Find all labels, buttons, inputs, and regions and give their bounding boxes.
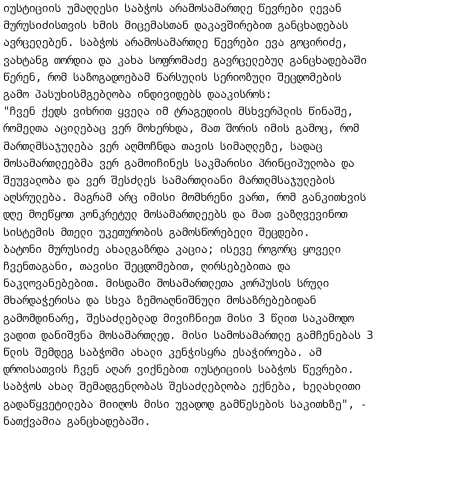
quote-line: მოსამართლეებმა ვერ გამოიჩინეს საკმარისი პრინციპულობა და — [3, 155, 355, 170]
closing-line: ნათქვამია განცხადებაში. — [3, 413, 151, 428]
quote-line: აღსრულება. მაგრამ არც იმისი მომხრენი ვართ, რომ განკითხვის — [3, 190, 367, 205]
quote-line: მხარდაჭერისა და სხვა ზემოაღნიშნული მოსაზრებებიდან — [3, 293, 317, 308]
text-line: წერენ, რომ საზოგადოებამ წარსულის სერიოზული შეცდომების — [3, 69, 342, 84]
quote-line: ბატონი მურუსიძე ახალგაზრდა კაცია; ისევე როგორც ყოველი — [3, 241, 341, 256]
quote-line: ნაკლოვანებებით. მისდამი მოსამართლეთა კორპუსის სრული — [3, 276, 329, 291]
quote-line: ჩვენთაგანი, თავისი შეცდომებით, ღირსებებითა და — [3, 259, 291, 274]
quote-line: დღე მოეწყოთ კონკრეტულ მოსამართლეებს და მათ ვაზღვევინოთ — [3, 207, 348, 222]
quote-line: მართლმსაჯულება ვერ აღმოჩნდა თავის სიმაღლეზე, სადაც — [3, 138, 323, 153]
quote-line: დროისათვის ჩვენ აღარ ვიქნებით იუსტიციის საბჭოს წევრები. — [3, 362, 354, 377]
text-line: ავრცელებენ. საბჭოს არამოსამართლე წევრები ევა გოცირიძე, — [3, 35, 348, 50]
quote-line: "ჩვენ ქედს ვიხრით ყველა იმ ტრაგედიის მსხვერპლის წინაშე, — [3, 104, 354, 119]
quote-line: საბჭოს ახალ შემადგენლობას შესაძლებლობა ექნება, ხელახლითი — [3, 379, 361, 394]
quote-line: რომელთა აცილებაც ვერ მოხერხდა, მათ შორის იმის გამოც, რომ — [3, 121, 360, 136]
article-text — [3, 0, 473, 488]
text-line: იუსტიციის უმაღლესი საბჭოს არამოსამართლე წევრები ლევან — [3, 1, 342, 15]
quote-line: გადაწყვეტილება მიიღოს მისი უვადოდ გამწესების საკითხზე", - — [3, 396, 367, 411]
quote-line: გამომდინარე, შესაძლებლად მივიჩნიეთ მისი 3 წლით საკამოდო — [3, 310, 354, 325]
text-line: მურუსიძისთვის ხმის მიცემასთან დაკავშირებით განცხადებას — [3, 18, 349, 33]
text-line: გამო პასუხისმგებლობა ინდივიდებს დააკისროს: — [3, 87, 272, 102]
quote-line: ვადით დანიშვნა მოსამართლედ. მისი სამოსამართლე გამჩენებას 3 — [3, 327, 373, 342]
quote-line: სისტემის მთელი უკეთურობის გამოსწორებელი შეცდები. — [3, 224, 310, 239]
text-line: ვახტანგ თორდია და კახა სოფრომაძე გავრცელებულ განცხადებაში — [3, 52, 367, 67]
quote-line: წლის შემდეგ საბჭომი ახალი კენჭისყრა ესაჭიროება. ამ — [3, 345, 322, 360]
quote-line: შეუვალობა და ვერ შესძლეს სამართლიანი მართლმსაჯულების — [3, 173, 335, 188]
